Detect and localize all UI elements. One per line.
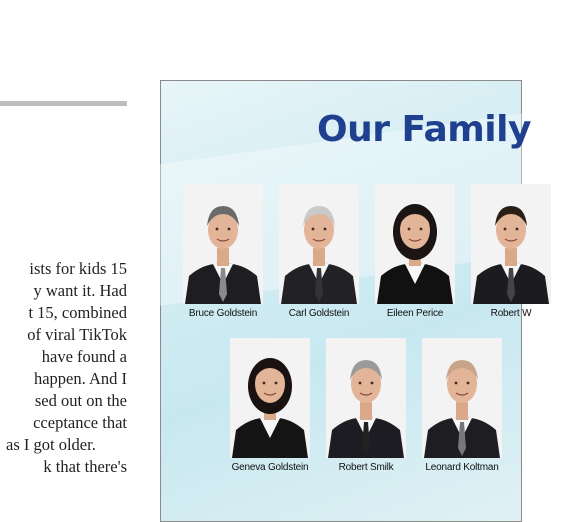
portrait-photo (375, 184, 455, 304)
article-line: happen. And I (33, 369, 127, 388)
article-line: y want it. Had (33, 281, 127, 300)
portrait-silhouette (422, 338, 502, 458)
article-line: cceptance that (33, 413, 127, 432)
portrait-photo (326, 338, 406, 458)
portrait-silhouette (230, 338, 310, 458)
person-card (326, 338, 406, 473)
article-line: as I got older. (6, 435, 96, 454)
portrait-photo (279, 184, 359, 304)
person-card (230, 338, 310, 473)
article-text (0, 258, 127, 478)
article-line: of viral TikTok (27, 325, 127, 344)
section-divider (0, 101, 127, 106)
portrait-silhouette (183, 184, 263, 304)
article-line: ists for kids 15 (29, 259, 127, 278)
article-line: have found a (41, 347, 127, 366)
person-card (279, 184, 359, 319)
person-card (422, 338, 502, 473)
person-card (183, 184, 263, 319)
person-name: Eileen Perice (386, 308, 444, 319)
ad-title: Our Family (317, 109, 531, 150)
person-name: Robert W (490, 308, 532, 319)
person-card (471, 184, 551, 319)
portrait-photo (230, 338, 310, 458)
portrait-photo (471, 184, 551, 304)
article-line: k that there's (43, 457, 127, 476)
person-name: Robert Smilk (338, 462, 394, 473)
portrait-silhouette (375, 184, 455, 304)
portrait-photo (183, 184, 263, 304)
portrait-silhouette (279, 184, 359, 304)
person-name: Carl Goldstein (288, 308, 350, 319)
person-name: Leonard Koltman (425, 462, 499, 473)
article-line: sed out on the (34, 391, 127, 410)
person-name: Geneva Goldstein (231, 462, 309, 473)
person-name: Bruce Goldstein (188, 308, 258, 319)
family-advertisement (160, 80, 532, 522)
portrait-photo (422, 338, 502, 458)
person-card (375, 184, 455, 319)
article-line: t 15, combined (28, 303, 127, 322)
portrait-silhouette (326, 338, 406, 458)
portrait-silhouette (471, 184, 551, 304)
